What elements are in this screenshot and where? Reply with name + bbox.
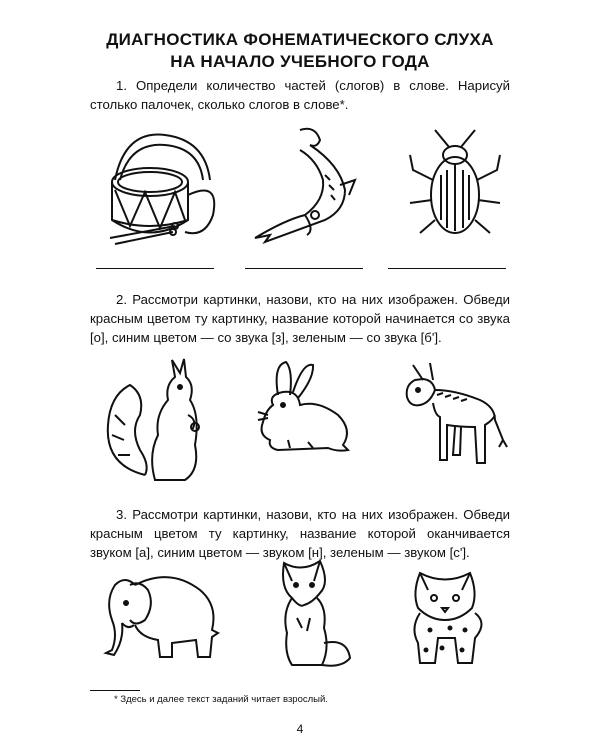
beetle-icon [405, 125, 505, 240]
footnote: * Здесь и далее текст заданий читает взрослый. [114, 694, 328, 705]
task-1 [90, 76, 510, 114]
task-2-text: 2. Рассмотри картинки, назови, кто на них изображен. Обведи красным цветом ту картинку, название которой начинается со звука [о], синим цветом — со звука [з], зеленым — со звука [б']. [90, 292, 510, 345]
answer-line-2[interactable] [245, 268, 363, 269]
squirrel-icon [100, 355, 215, 485]
answer-line-3[interactable] [388, 268, 506, 269]
hare-icon [248, 360, 358, 460]
answer-line-1[interactable] [96, 268, 214, 269]
task-1-text: 1. Определи количество частей (слогов) в слове. Нарисуй столько палочек, сколько слогов в слове*. [90, 78, 510, 112]
pike-fish-icon [245, 120, 365, 250]
page-title-line2: НА НАЧАЛО УЧЕБНОГО ГОДА [170, 52, 430, 71]
footnote-rule [90, 690, 140, 691]
lynx-icon [400, 568, 500, 668]
elephant-icon [100, 565, 225, 665]
donkey-icon [395, 355, 510, 470]
fox-icon [262, 553, 352, 673]
drum-icon [95, 120, 225, 250]
page-number: 4 [296, 722, 304, 736]
task-2 [90, 290, 510, 347]
task-3-text: 3. Рассмотри картинки, назови, кто на них изображен. Обведи красным цветом ту картинку, название которой оканчивается звуком [а], синим цветом — звуком [н], зеленым — звуком [с']. [90, 507, 510, 560]
page-title-line1: ДИАГНОСТИКА ФОНЕМАТИЧЕСКОГО СЛУХА [106, 30, 494, 49]
